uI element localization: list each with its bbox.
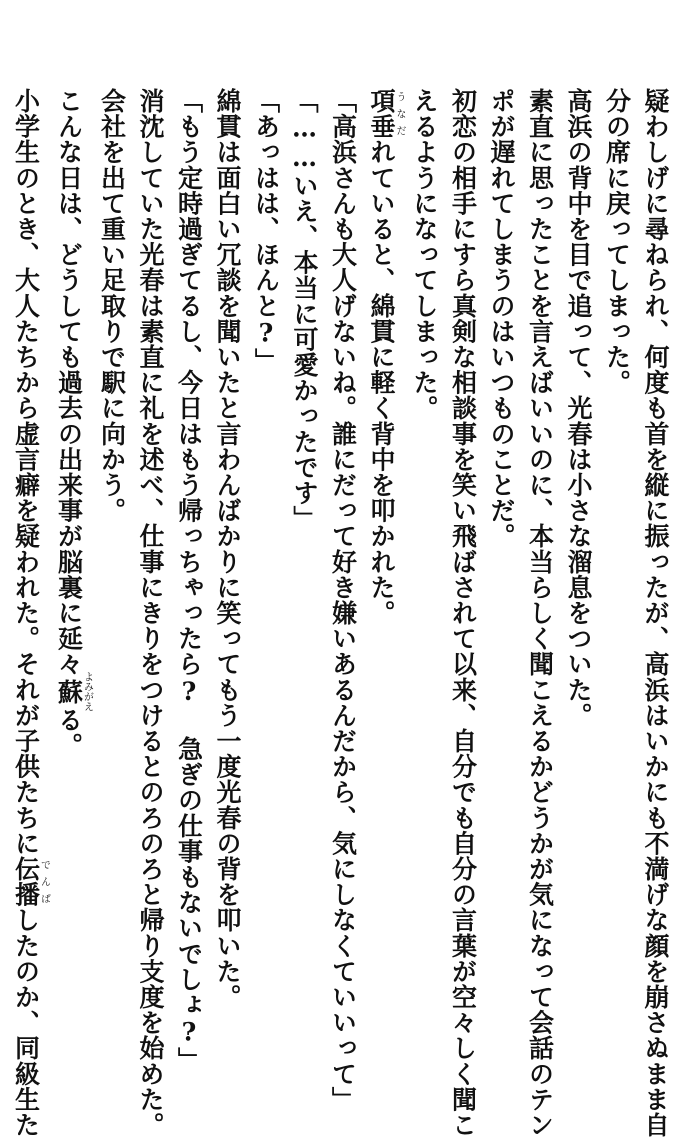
dialogue-line: 「あっはは、ほんと?」 [251, 88, 281, 374]
text-segment: る。 [54, 706, 84, 758]
text-line: 消沈していた光春は素直に礼を述べ、仕事にきりをつけるとのろのろと帰り支度を始めた。 [136, 88, 165, 1138]
text-segment: したのか、同級生た [11, 907, 41, 1138]
dialogue-line: 「もう定時過ぎてるし、今日はもう帰っちゃったら? 急ぎの仕事もないでしょ?」 [174, 88, 204, 1073]
ruby-base: 項垂 [367, 88, 396, 140]
dialogue-line: 「高浜さんも大人げないね。誰にだって好き嫌いあるんだから、気にしなくていいって」 [328, 88, 358, 1112]
text-line: 分の席に戻ってしまった。 [602, 88, 632, 396]
text-line: 素直に思ったことを言えばいいのに、本当らしく聞こえるかどうかが気になって会話のテン [525, 88, 555, 1138]
ruby-base: 伝播 [11, 856, 41, 908]
ruby-reading: うなだ [394, 88, 405, 140]
ruby-word [54, 671, 93, 712]
ruby-word [367, 88, 405, 140]
text-line: ポが遅れてしまうのはいつものことだ。 [487, 88, 516, 549]
text-line: 会社を出て重い足取りで駅に向かう。 [97, 88, 127, 524]
text-line: 初恋の相手にすら真剣な相談事を笑い飛ばされて以来、自分でも自分の言葉が空々しく聞こ [448, 88, 478, 1138]
text-line-with-ruby [49, 88, 92, 968]
ruby-reading: でんぱ [38, 856, 50, 908]
dialogue-line: 「……いえ、本当に可愛かったです」 [290, 88, 319, 532]
ruby-word [11, 856, 50, 908]
text-segment: れていると、綿貫に軽く背中を叩かれた。 [367, 139, 396, 626]
text-segment: 小学生のとき、大人たちから虚言癖を疑われた。それが子供たちに [11, 88, 41, 856]
ruby-base: 蘇 [54, 671, 84, 712]
text-segment: こんな日は、どうしても過去の出来事が脳裏に延々 [54, 88, 84, 677]
text-line: えるようになってしまった。 [410, 88, 439, 421]
vertical-text-body [11, 88, 674, 1138]
text-line: 綿貫は面白い冗談を聞いたと言わんばかりに笑ってもう一度光春の背を叩いた。 [213, 88, 242, 1010]
text-line: 高浜の背中を目で追って、光春は小さな溜息をついた。 [564, 88, 593, 728]
text-line-with-ruby [6, 88, 50, 1138]
ruby-reading: よみがえ [81, 671, 93, 712]
text-line-with-ruby [362, 88, 405, 968]
text-line: 疑わしげに尋ねられ、何度も首を縦に振ったが、高浜はいかにも不満げな顔を崩さぬまま自 [641, 88, 670, 1138]
